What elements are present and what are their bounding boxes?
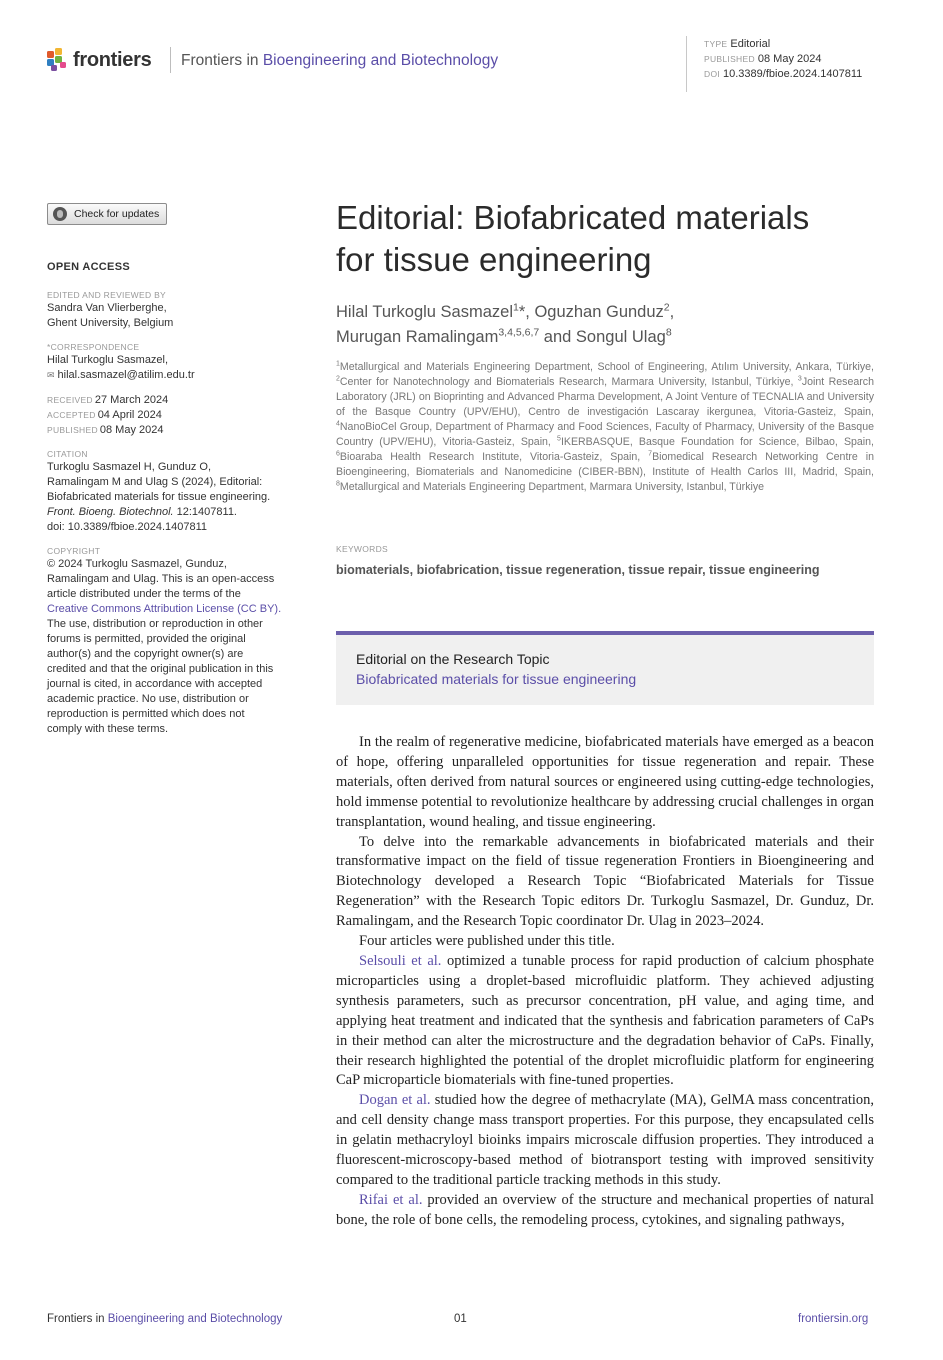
affil-number: 5	[557, 435, 561, 443]
affil-number: 7	[648, 450, 653, 458]
author-affil-sup: 1	[513, 301, 519, 314]
affiliation: IKERBASQUE, Basque Foundation for Science, Bilbao, Spain,	[560, 436, 874, 448]
research-topic-label: Editorial on the Research Topic	[356, 651, 550, 667]
edited-label: EDITED AND REVIEWED BY	[47, 290, 167, 300]
accepted-label: ACCEPTED	[47, 410, 96, 420]
copyright-block	[47, 545, 299, 737]
journal-name[interactable]	[181, 52, 498, 70]
paragraph	[336, 1091, 874, 1191]
citation-line: Turkoglu Sasmazel H, Gunduz O,	[47, 461, 212, 473]
copyright-line: author(s) and the copyright owner(s) are	[47, 648, 244, 660]
received-label: RECEIVED	[47, 395, 93, 405]
affiliations	[336, 360, 874, 495]
affiliation: Bioaraba Health Research Institute, Vitoria-Gasteiz, Spain,	[339, 451, 649, 463]
title-line-2: for tissue engineering	[336, 241, 652, 278]
paragraph: In the realm of regenerative medicine, biofabricated materials have emerged as a beacon of hope, offering unparalleled opportunities for tissue regeneration and repair. These materials, often derived from natural sources or engineered using cutting-edge technologies, hold immense potential to revolutionize healthcare by addressing crucial challenges in organ transplantation, wound healing, and tissue engineering.	[336, 734, 874, 830]
affil-number: 4	[336, 420, 340, 428]
received-value: 27 March 2024	[94, 394, 169, 406]
crossmark-icon	[53, 207, 67, 221]
author-list	[336, 300, 876, 350]
footer-site-link[interactable]: frontiersin.org	[798, 1313, 869, 1325]
article-body	[336, 733, 874, 1231]
paragraph	[336, 1191, 874, 1231]
editor-affil: Ghent University, Belgium	[47, 317, 174, 329]
meta-divider	[686, 36, 687, 92]
mail-icon: ✉	[47, 370, 55, 380]
citation-doi[interactable]: doi: 10.3389/fbioe.2024.1407811	[47, 521, 208, 533]
sidebar-published-value: 08 May 2024	[99, 424, 164, 436]
copyright-line: reproduction is permitted which does not	[47, 708, 245, 720]
copyright-line: comply with these terms.	[47, 723, 169, 735]
author-affil-sup: 3,4,5,6,7	[498, 326, 540, 339]
affil-number: 1	[336, 360, 340, 368]
paragraph: Four articles were published under this title.	[359, 933, 615, 950]
correspondence-label: *CORRESPONDENCE	[47, 342, 140, 352]
article-title	[336, 197, 896, 281]
affiliation: Metallurgical and Materials Engineering Department, Marmara University, Istanbul, Türkiye	[339, 481, 765, 493]
research-topic-link[interactable]: Biofabricated materials for tissue engineering	[356, 671, 637, 687]
copyright-label: COPYRIGHT	[47, 546, 101, 556]
affiliation: Center for Nanotechnology and Biomaterials Research, Marmara University, Istanbul, Türkiye,	[339, 376, 798, 388]
affil-number: 3	[797, 375, 802, 383]
type-label: TYPE	[704, 39, 728, 49]
paragraph	[336, 952, 874, 1091]
affiliation: Biomedical Research Networking Centre in Bioengineering, Biomaterials and Nanomedicine (CIBER-BBN), Institute of Health Carlos III, Madrid, Spain,	[336, 451, 874, 478]
journal-title: Bioengineering and Biotechnology	[262, 52, 499, 69]
correspondence-block	[47, 341, 299, 383]
citation-label: CITATION	[47, 449, 88, 459]
correspondence-mark: *,	[518, 303, 535, 321]
paragraph-text: studied how the degree of methacrylate (MA), GelMA mass concentration, and cell density change mass transport properties. For this purpose, they encapsulated cells in gelatin methacryloyl bioinks impairs microscale diffusion properties. They introduced a fluorescent-microscopy-based method of biotransport testing with improved sensitivity compared to the traditional particle tracking methods in this study.	[336, 1092, 874, 1188]
correspondence-email[interactable]: hilal.sasmazel@atilim.edu.tr	[57, 369, 195, 381]
affil-number: 6	[336, 450, 340, 458]
frontiers-logo[interactable]	[47, 46, 151, 74]
citation-line: Ramalingam M and Ulag S (2024), Editorial:	[47, 476, 263, 488]
copyright-line: journal is cited, in accordance with accepted	[47, 678, 263, 690]
type-value: Editorial	[730, 38, 771, 50]
check-for-updates-button[interactable]	[47, 203, 167, 225]
sidebar-published-label: PUBLISHED	[47, 425, 98, 435]
copyright-line: © 2024 Turkoglu Sasmazel, Gunduz,	[47, 558, 227, 570]
doi-value[interactable]: 10.3389/fbioe.2024.1407811	[723, 68, 863, 80]
affiliation: NanoBioCel Group, Department of Pharmacy and Food Sciences, Faculty of Pharmacy, University of the Basque Country (UPV/EHU), Vitoria-Gasteiz, Spain,	[336, 421, 874, 448]
affil-number: 2	[336, 375, 340, 383]
affiliation: Metallurgical and Materials Engineering Department, School of Engineering, Atılım University, Ankara, Türkiye,	[339, 361, 874, 373]
affiliation: Joint Research Laboratory (JRL) on Bioprinting and Advanced Pharma Development, A Joint Venture of TECNALIA and University of the Basque Country (UPV/EHU), Centro de investigación Lascaray ikergunea, Vitoria-Gasteiz, Spain,	[336, 376, 874, 418]
cc-by-license-link[interactable]: Creative Commons Attribution License (CC BY).	[47, 603, 282, 615]
citation-link[interactable]: Selsouli et al.	[359, 952, 442, 969]
brand-name: frontiers	[73, 48, 152, 71]
copyright-line: The use, distribution or reproduction in other	[47, 618, 263, 630]
author-name[interactable]: Oguzhan Gunduz	[534, 303, 664, 321]
accepted-value: 04 April 2024	[97, 409, 162, 421]
editor-block	[47, 289, 299, 331]
sidebar-info	[47, 260, 299, 747]
author-name[interactable]: Murugan Ramalingam	[336, 328, 499, 346]
article-meta	[704, 37, 862, 82]
published-label: PUBLISHED	[704, 54, 755, 64]
open-access-label: OPEN ACCESS	[47, 261, 130, 273]
title-line-1: Editorial: Biofabricated materials	[336, 199, 810, 236]
copyright-line: forums is permitted, provided the original	[47, 633, 246, 645]
author-name[interactable]: Hilal Turkoglu Sasmazel	[336, 303, 513, 321]
check-updates-label: Check for updates	[74, 208, 160, 220]
author-separator: ,	[669, 303, 675, 321]
research-topic-box	[336, 631, 874, 705]
paragraph: To delve into the remarkable advancements in biofabricated materials and their transformative impact on the field of tissue regeneration Frontiers in Bioengineering and Biotechnology developed a Research Topic “Biofabricated Materials for Tissue Regeneration” with the Research Topic editors Dr. Turkoglu Sasmazel, Dr. Gunduz, Dr. Ramalingam, and the Research Topic coordinator Dr. Ulag in 2023–2024.	[336, 833, 874, 930]
citation-link[interactable]: Dogan et al.	[359, 1092, 431, 1109]
copyright-line: article distributed under the terms of the	[47, 588, 241, 600]
dates-block	[47, 393, 299, 438]
correspondence-name: Hilal Turkoglu Sasmazel,	[47, 354, 169, 366]
copyright-line: credited and that the original publication in this	[47, 663, 274, 675]
author-affil-sup: 2	[663, 301, 670, 314]
paragraph-text: optimized a tunable process for rapid production of calcium phosphate microparticles using a droplet-based microfluidic platform. They achieved adjusting synthesis parameters, such as precursor concentration, pH value, and aging time, and applying heat treatment and indicated that the synthesis and fabrication parameters of CaPs in their method can alter the microstructure and the degradation behavior of CaPs. Finally, their research highlighted the potential of the droplet microfluidic platform for engineering CaP microparticle biomaterials with fine-tuned properties.	[336, 952, 874, 1089]
footer-journal-prefix: Frontiers in	[47, 1313, 108, 1325]
keywords: biomaterials, biofabrication, tissue regeneration, tissue repair, tissue engineering	[336, 563, 820, 577]
author-separator: and	[539, 328, 576, 346]
author-name[interactable]: Songul Ulag	[575, 328, 666, 346]
header-divider	[170, 47, 171, 73]
keywords-label: KEYWORDS	[336, 544, 388, 554]
citation-line: Biofabricated materials for tissue engineering.	[47, 491, 271, 503]
page-number: 01	[454, 1313, 467, 1325]
copyright-line: academic practice. No use, distribution or	[47, 693, 249, 705]
affil-number: 8	[336, 480, 340, 488]
citation-volume: 12:1407811.	[173, 506, 237, 518]
citation-link[interactable]: Rifai et al.	[359, 1191, 423, 1208]
journal-prefix: Frontiers in	[181, 52, 263, 69]
frontiers-logo-icon	[47, 48, 67, 72]
editor-name: Sandra Van Vlierberghe,	[47, 302, 167, 314]
published-value: 08 May 2024	[757, 53, 822, 65]
copyright-line: Ramalingam and Ulag. This is an open-access	[47, 573, 275, 585]
author-affil-sup: 8	[665, 326, 672, 339]
citation-journal: Front. Bioeng. Biotechnol.	[47, 506, 174, 518]
footer-journal-name: Bioengineering and Biotechnology	[107, 1313, 283, 1325]
doi-label: DOI	[704, 69, 721, 79]
footer-journal[interactable]	[47, 1313, 282, 1325]
citation-block	[47, 448, 299, 535]
paragraph-text: provided an overview of the structure and mechanical properties of natural bone, the role of bone cells, the remodeling process, cytokines, and signaling pathways,	[336, 1191, 874, 1228]
